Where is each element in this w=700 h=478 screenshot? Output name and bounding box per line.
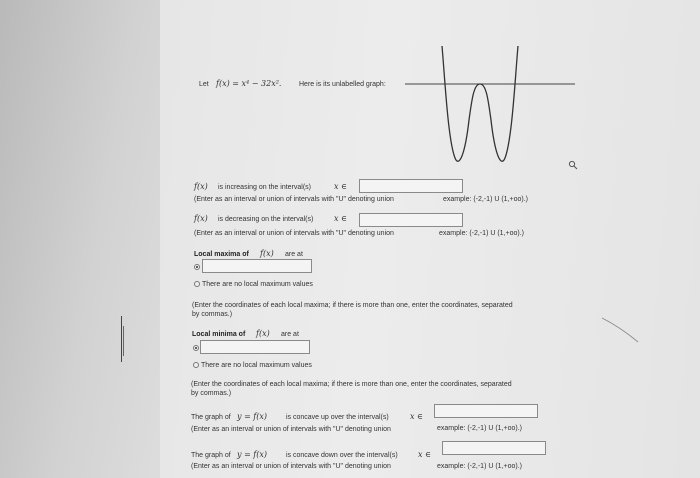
local-min-radio-none[interactable] <box>193 362 199 368</box>
concave-down-prompt-b: is concave down over the interval(s) <box>286 452 398 459</box>
concave-down-example: example: (-2,-1) U (1,+oo).) <box>437 463 522 470</box>
local-max-fx: f(x) <box>260 249 274 258</box>
concave-up-xin: x ∈ <box>410 412 423 421</box>
increasing-input[interactable] <box>359 179 463 193</box>
graph-curve <box>442 46 518 161</box>
decreasing-instruction: (Enter as an interval or union of intervals with "U" denoting union <box>194 230 394 237</box>
local-max-none-option: There are no local maximum values <box>202 281 313 288</box>
pen-mark <box>123 326 124 356</box>
intro-function: f(x) = x⁴ − 32x². <box>216 79 282 88</box>
magnifier-icon[interactable] <box>568 160 578 170</box>
pen-mark <box>121 316 122 362</box>
concave-up-example: example: (-2,-1) U (1,+oo).) <box>437 425 522 432</box>
increasing-fx: f(x) <box>194 182 208 191</box>
function-graph <box>405 40 575 180</box>
concave-up-prompt-a: The graph of <box>191 414 231 421</box>
local-min-note-2: by commas.) <box>191 390 232 397</box>
decreasing-input[interactable] <box>359 213 463 227</box>
concave-down-eq: y = f(x) <box>237 450 268 459</box>
concave-down-prompt-a: The graph of <box>191 452 231 459</box>
concave-up-input[interactable] <box>434 404 538 418</box>
decreasing-fx: f(x) <box>194 214 208 223</box>
concave-down-instruction: (Enter as an interval or union of intervals with "U" denoting union <box>191 463 391 470</box>
local-max-title: Local maxima of <box>194 251 249 258</box>
increasing-prompt: is increasing on the interval(s) <box>218 184 311 191</box>
increasing-example: example: (-2,-1) U (1,+oo).) <box>443 196 528 203</box>
local-min-input[interactable] <box>200 340 310 354</box>
local-min-note-1: (Enter the coordinates of each local maxima; if there is more than one, enter the coordinates, separated <box>191 381 512 388</box>
local-max-note-1: (Enter the coordinates of each local maxima; if there is more than one, enter the coordinates, separated <box>192 302 513 309</box>
local-min-radio-value[interactable] <box>193 345 199 351</box>
concave-up-eq: y = f(x) <box>237 412 268 421</box>
local-max-radio-none[interactable] <box>194 281 200 287</box>
decreasing-prompt: is decreasing on the interval(s) <box>218 216 314 223</box>
local-min-none-option: There are no local maximum values <box>201 362 312 369</box>
intro-graph-note: Here is its unlabelled graph: <box>299 81 386 88</box>
pen-stroke <box>600 316 640 344</box>
concave-up-prompt-b: is concave up over the interval(s) <box>286 414 389 421</box>
decreasing-xin: x ∈ <box>334 214 347 223</box>
intro-let: Let <box>199 81 209 88</box>
local-max-note-2: by commas.) <box>192 311 233 318</box>
local-min-are-at: are at <box>281 331 299 338</box>
local-max-radio-value[interactable] <box>194 264 200 270</box>
decreasing-example: example: (-2,-1) U (1,+oo).) <box>439 230 524 237</box>
concave-down-xin: x ∈ <box>418 450 431 459</box>
concave-down-input[interactable] <box>442 441 546 455</box>
local-min-title: Local minima of <box>192 331 246 338</box>
local-min-fx: f(x) <box>256 329 270 338</box>
increasing-xin: x ∈ <box>334 182 347 191</box>
concave-up-instruction: (Enter as an interval or union of intervals with "U" denoting union <box>191 426 391 433</box>
local-max-are-at: are at <box>285 251 303 258</box>
increasing-instruction: (Enter as an interval or union of intervals with "U" denoting union <box>194 196 394 203</box>
local-max-input[interactable] <box>202 259 312 273</box>
